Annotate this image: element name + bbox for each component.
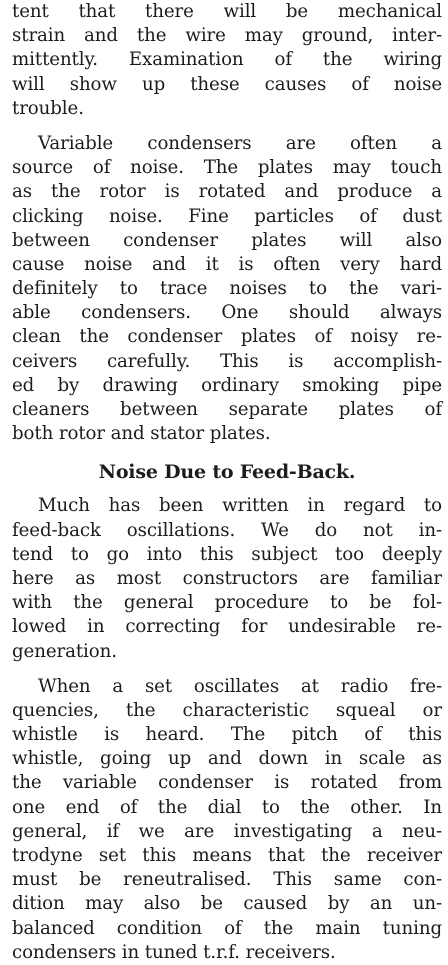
text-line: cause noise and it is often very hard [12,253,442,275]
text-line: source of noise. The plates may touch [12,157,442,179]
text-line: quencies, the characteristic squeal or [12,699,442,721]
text-line: cleaners between separate plates of [12,399,442,420]
text-line: When a set oscillates at radio fre- [38,675,442,697]
paragraph [12,132,442,446]
text-line: whistle, going up and down in scale as [12,748,442,770]
text-line: one end of the dial to the other. In [12,796,442,818]
text-line: Much has been written in regard to [38,495,442,517]
text-line: feed-back oscillations. We do not in- [12,519,442,541]
text-line: ed by drawing ordinary smoking pipe [12,374,442,396]
text-line: trouble. [12,97,84,119]
text-line: mittently. Examination of the wiring [12,49,442,71]
text-line: clicking noise. Fine particles of dust [12,205,442,227]
text-line: here as most constructors are familiar [12,567,442,589]
text-line: general, if we are investigating a neu- [12,820,442,842]
text-line: Variable condensers are often a [38,132,442,154]
text-line: both rotor and stator plates. [12,423,271,445]
text-line: strain and the wire may ground, inter- [12,25,442,47]
text-line: the variable condenser is rotated from [12,772,442,794]
text-line: generation. [12,640,117,662]
text-line: able condensers. One should always [12,302,442,324]
paragraph [12,0,442,121]
text-line: whistle is heard. The pitch of this [12,724,442,746]
section-heading: Noise Due to Feed-Back. [98,461,356,484]
text-line: between condenser plates will also [12,229,442,251]
text-line: must be reneutralised. This same con- [12,869,442,891]
text-line: as the rotor is rotated and produce a [12,181,442,203]
text-line: trodyne set this means that the receiver [12,845,442,866]
paragraph [12,494,442,663]
paragraph [12,675,442,965]
text-line: lowed in correcting for undesirable re- [12,616,442,638]
text-line: ceivers carefully. This is accomplish- [12,350,442,372]
paragraph-gap [12,121,442,132]
text-line: will show up these causes of noise [12,73,442,95]
text-line: tend to go into this subject too deeply [12,543,442,565]
text-line: condensers in tuned t.r.f. receivers. [12,941,336,963]
text-line: balanced condition of the main tuning [12,917,442,939]
text-line: definitely to trace noises to the vari- [12,278,442,300]
text-line: clean the condenser plates of noisy re- [12,326,442,348]
paragraph-gap [12,664,442,675]
text-line: tent that there will be mechanical [12,1,442,22]
text-line: dition may also be caused by an un- [12,893,442,915]
text-line: with the general procedure to be fol- [12,592,442,614]
